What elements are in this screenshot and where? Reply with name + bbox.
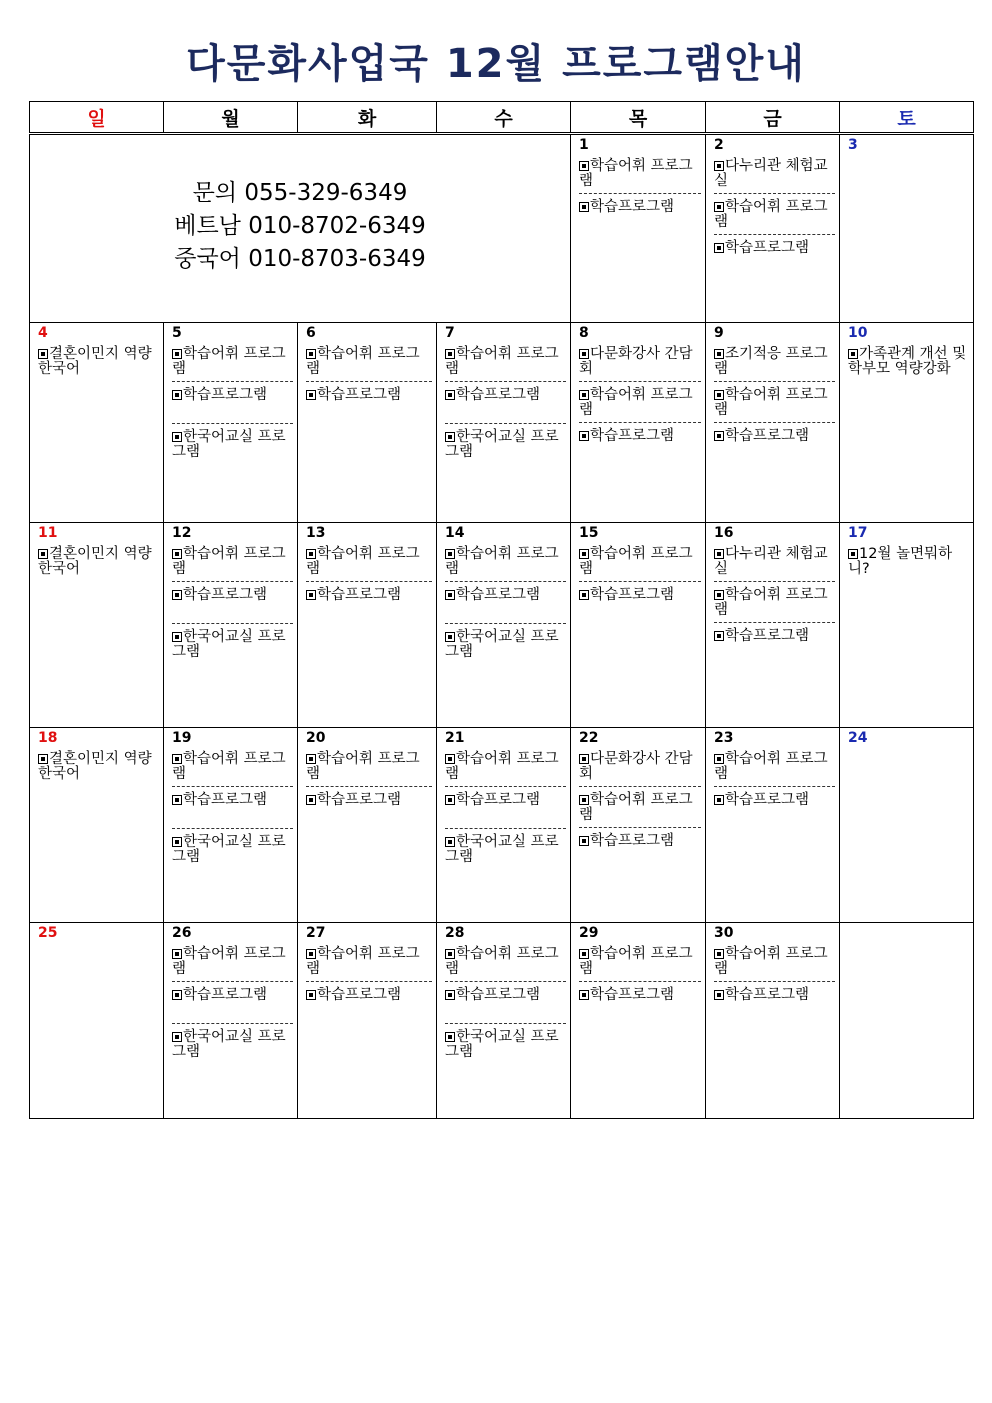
weekday-wed: 수 (437, 102, 571, 134)
schedule-item: 결혼이민지 역량한국어 (38, 346, 152, 377)
day-number: 9 (714, 325, 724, 341)
day-number: 1 (579, 137, 589, 153)
schedule-item: 학습어휘 프로그램 (306, 546, 420, 577)
day-number: 6 (306, 325, 316, 341)
schedule-item: 학습프로그램 (579, 827, 701, 853)
schedule-item: 조기적응 프로그램 (714, 346, 828, 377)
day-cell-28 (437, 923, 571, 1119)
checkbox-icon (445, 432, 455, 442)
schedule-item: 학습어휘 프로그램 (172, 346, 286, 377)
schedule-item: 학습프로그램 (172, 581, 293, 623)
schedule-item: 학습어휘 프로그램 (306, 946, 420, 977)
weekday-thu: 목 (571, 102, 706, 134)
checkbox-icon (306, 349, 316, 359)
day-number: 26 (172, 925, 192, 941)
checkbox-icon (714, 754, 724, 764)
checkbox-icon (714, 431, 724, 441)
day-number: 14 (445, 525, 465, 541)
day-cell-13 (298, 523, 437, 728)
day-cell-22 (571, 728, 706, 923)
day-number: 23 (714, 730, 734, 746)
schedule-item: 학습프로그램 (445, 581, 566, 623)
weekday-fri: 금 (706, 102, 840, 134)
day-number: 3 (848, 137, 858, 153)
schedule-item: 한국어교실 프로그램 (445, 1023, 566, 1064)
contact-phone-main: 문의 055-329-6349 (192, 180, 408, 206)
checkbox-icon (579, 795, 589, 805)
checkbox-icon (445, 837, 455, 847)
checkbox-icon (714, 161, 724, 171)
checkbox-icon (579, 161, 589, 171)
schedule-item: 가족관계 개선 및 학부모 역량강화 (848, 346, 967, 377)
day-cell-21 (437, 728, 571, 923)
checkbox-icon (848, 349, 858, 359)
checkbox-icon (172, 432, 182, 442)
checkbox-icon (714, 795, 724, 805)
checkbox-icon (445, 949, 455, 959)
day-cell-11 (30, 523, 164, 728)
checkbox-icon (172, 754, 182, 764)
schedule-item: 학습어휘 프로그램 (445, 946, 559, 977)
schedule-item: 12월 놀면뭐하니? (848, 546, 953, 577)
day-number: 28 (445, 925, 465, 941)
checkbox-icon (579, 202, 589, 212)
day-cell-14 (437, 523, 571, 728)
schedule-item: 한국어교실 프로그램 (172, 828, 293, 869)
day-cell-empty (840, 923, 974, 1119)
day-cell-24 (840, 728, 974, 923)
checkbox-icon (445, 990, 455, 1000)
day-number: 24 (848, 730, 868, 746)
checkbox-icon (306, 795, 316, 805)
schedule-item: 학습어휘 프로그램 (445, 346, 559, 377)
schedule-item: 다문화강사 간담회 (579, 751, 693, 782)
day-cell-1 (571, 134, 706, 323)
schedule-item: 한국어교실 프로그램 (172, 423, 293, 464)
checkbox-icon (714, 202, 724, 212)
checkbox-icon (579, 949, 589, 959)
day-number: 30 (714, 925, 734, 941)
schedule-item: 학습프로그램 (306, 581, 432, 607)
week-row-1 (30, 134, 974, 323)
weekday-sun: 일 (30, 102, 164, 134)
schedule-item: 학습프로그램 (714, 622, 835, 648)
checkbox-icon (445, 349, 455, 359)
checkbox-icon (848, 549, 858, 559)
schedule-item: 학습어휘 프로그램 (714, 581, 835, 622)
schedule-item: 학습프로그램 (445, 381, 566, 423)
day-cell-10 (840, 323, 974, 523)
contact-phone-chinese: 중국어 010-8703-6349 (174, 246, 426, 272)
checkbox-icon (38, 754, 48, 764)
schedule-item: 결혼이민지 역량한국어 (38, 546, 152, 577)
contact-phone-vietnamese: 베트남 010-8702-6349 (174, 213, 426, 239)
checkbox-icon (172, 549, 182, 559)
weekday-header-row (30, 102, 974, 134)
checkbox-icon (172, 949, 182, 959)
week-row-3 (30, 523, 974, 728)
day-number: 11 (38, 525, 58, 541)
checkbox-icon (714, 631, 724, 641)
schedule-item: 한국어교실 프로그램 (445, 623, 566, 664)
schedule-item: 학습프로그램 (579, 581, 701, 607)
day-cell-3 (840, 134, 974, 323)
schedule-item: 학습어휘 프로그램 (579, 381, 701, 422)
schedule-item: 결혼이민지 역량한국어 (38, 751, 152, 782)
day-cell-25 (30, 923, 164, 1119)
checkbox-icon (579, 754, 589, 764)
checkbox-icon (38, 349, 48, 359)
checkbox-icon (306, 990, 316, 1000)
day-cell-4 (30, 323, 164, 523)
day-cell-27 (298, 923, 437, 1119)
schedule-item: 학습어휘 프로그램 (579, 786, 701, 827)
checkbox-icon (172, 590, 182, 600)
checkbox-icon (714, 390, 724, 400)
schedule-item: 학습프로그램 (579, 422, 701, 448)
schedule-item: 학습어휘 프로그램 (172, 946, 286, 977)
schedule-item: 학습어휘 프로그램 (306, 346, 420, 377)
checkbox-icon (714, 590, 724, 600)
day-number: 15 (579, 525, 599, 541)
schedule-item: 학습프로그램 (306, 981, 432, 1007)
schedule-item: 학습프로그램 (445, 981, 566, 1023)
day-number: 29 (579, 925, 599, 941)
schedule-item: 학습어휘 프로그램 (172, 546, 286, 577)
checkbox-icon (714, 990, 724, 1000)
schedule-item: 다누리관 체험교실 (714, 158, 828, 189)
checkbox-icon (306, 590, 316, 600)
day-number: 20 (306, 730, 326, 746)
checkbox-icon (579, 431, 589, 441)
day-cell-29 (571, 923, 706, 1119)
day-number: 21 (445, 730, 465, 746)
schedule-item: 학습프로그램 (714, 422, 835, 448)
checkbox-icon (445, 1032, 455, 1042)
day-number: 19 (172, 730, 192, 746)
day-number: 2 (714, 137, 724, 153)
checkbox-icon (306, 390, 316, 400)
day-number: 16 (714, 525, 734, 541)
schedule-item: 다문화강사 간담회 (579, 346, 693, 377)
day-cell-6 (298, 323, 437, 523)
day-cell-2 (706, 134, 840, 323)
checkbox-icon (579, 549, 589, 559)
day-cell-30 (706, 923, 840, 1119)
checkbox-icon (172, 632, 182, 642)
weekday-tue: 화 (298, 102, 437, 134)
schedule-item: 학습어휘 프로그램 (172, 751, 286, 782)
schedule-item: 학습어휘 프로그램 (714, 381, 835, 422)
checkbox-icon (445, 754, 455, 764)
checkbox-icon (172, 390, 182, 400)
checkbox-icon (714, 549, 724, 559)
schedule-item: 다누리관 체험교실 (714, 546, 828, 577)
checkbox-icon (172, 349, 182, 359)
schedule-item: 학습프로그램 (306, 786, 432, 812)
day-number: 18 (38, 730, 58, 746)
schedule-item: 학습어휘 프로그램 (445, 751, 559, 782)
weekday-sat: 토 (840, 102, 974, 134)
week-row-5 (30, 923, 974, 1119)
schedule-item: 학습프로그램 (714, 786, 835, 812)
day-cell-5 (164, 323, 298, 523)
schedule-item: 학습어휘 프로그램 (579, 158, 693, 189)
checkbox-icon (445, 590, 455, 600)
checkbox-icon (445, 390, 455, 400)
checkbox-icon (172, 837, 182, 847)
day-number: 7 (445, 325, 455, 341)
checkbox-icon (445, 549, 455, 559)
checkbox-icon (714, 949, 724, 959)
day-cell-26 (164, 923, 298, 1119)
schedule-item: 학습프로그램 (172, 381, 293, 423)
checkbox-icon (714, 243, 724, 253)
schedule-item: 학습프로그램 (714, 234, 835, 260)
week-row-4 (30, 728, 974, 923)
day-cell-16 (706, 523, 840, 728)
day-cell-12 (164, 523, 298, 728)
day-cell-19 (164, 728, 298, 923)
checkbox-icon (306, 754, 316, 764)
day-cell-8 (571, 323, 706, 523)
checkbox-icon (306, 549, 316, 559)
day-number: 8 (579, 325, 589, 341)
checkbox-icon (172, 795, 182, 805)
day-number: 25 (38, 925, 58, 941)
schedule-item: 학습어휘 프로그램 (445, 546, 559, 577)
day-number: 17 (848, 525, 868, 541)
day-number: 22 (579, 730, 599, 746)
checkbox-icon (579, 349, 589, 359)
checkbox-icon (714, 349, 724, 359)
day-cell-15 (571, 523, 706, 728)
schedule-item: 학습프로그램 (172, 786, 293, 828)
schedule-item: 학습어휘 프로그램 (579, 546, 693, 577)
contact-cell (30, 134, 571, 323)
schedule-item: 학습어휘 프로그램 (714, 946, 828, 977)
schedule-item: 학습프로그램 (172, 981, 293, 1023)
weekday-mon: 월 (164, 102, 298, 134)
schedule-item: 학습프로그램 (579, 981, 701, 1007)
schedule-item: 학습어휘 프로그램 (306, 751, 420, 782)
checkbox-icon (579, 390, 589, 400)
page-title: 다문화사업국 12월 프로그램안내 (186, 41, 806, 87)
schedule-item: 학습프로그램 (579, 193, 701, 219)
day-number: 4 (38, 325, 48, 341)
schedule-item: 한국어교실 프로그램 (172, 623, 293, 664)
day-cell-23 (706, 728, 840, 923)
schedule-item: 학습프로그램 (306, 381, 432, 407)
day-number: 5 (172, 325, 182, 341)
checkbox-icon (579, 836, 589, 846)
schedule-item: 학습어휘 프로그램 (714, 193, 835, 234)
schedule-item: 한국어교실 프로그램 (172, 1023, 293, 1064)
checkbox-icon (445, 795, 455, 805)
calendar-table (29, 101, 974, 1119)
day-cell-17 (840, 523, 974, 728)
day-cell-9 (706, 323, 840, 523)
schedule-item: 학습프로그램 (445, 786, 566, 828)
checkbox-icon (38, 549, 48, 559)
day-number: 27 (306, 925, 326, 941)
checkbox-icon (445, 632, 455, 642)
day-number: 13 (306, 525, 326, 541)
day-number: 10 (848, 325, 868, 341)
schedule-item: 한국어교실 프로그램 (445, 423, 566, 464)
checkbox-icon (172, 1032, 182, 1042)
day-number: 12 (172, 525, 192, 541)
schedule-item: 학습어휘 프로그램 (579, 946, 693, 977)
checkbox-icon (172, 990, 182, 1000)
checkbox-icon (579, 590, 589, 600)
schedule-item: 학습프로그램 (714, 981, 835, 1007)
checkbox-icon (306, 949, 316, 959)
week-row-2 (30, 323, 974, 523)
schedule-item: 한국어교실 프로그램 (445, 828, 566, 869)
day-cell-7 (437, 323, 571, 523)
day-cell-20 (298, 728, 437, 923)
schedule-item: 학습어휘 프로그램 (714, 751, 828, 782)
day-cell-18 (30, 728, 164, 923)
checkbox-icon (579, 990, 589, 1000)
